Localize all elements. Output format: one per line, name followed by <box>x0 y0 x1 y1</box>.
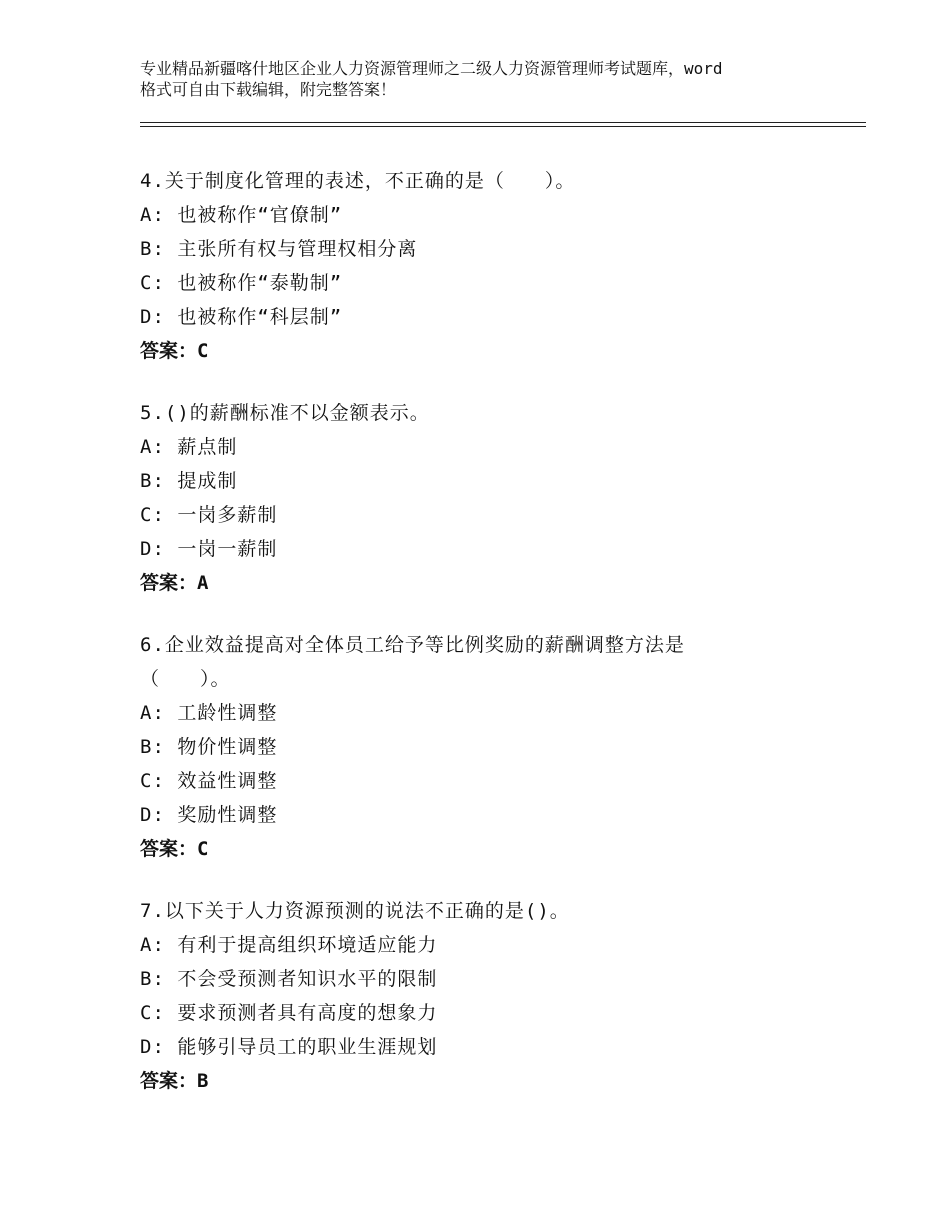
option-c: C: 一岗多薪制 <box>140 504 278 526</box>
answer-label: 答案： <box>140 340 198 362</box>
answer-value: B <box>197 1070 209 1092</box>
answer-line <box>140 566 860 600</box>
option-b: B: 物价性调整 <box>140 736 278 758</box>
option-c: C: 效益性调整 <box>140 770 278 792</box>
option-a: A: 有利于提高组织环境适应能力 <box>140 934 438 956</box>
question-7 <box>140 894 860 1098</box>
answer-value: C <box>197 838 209 860</box>
option-b: B: 主张所有权与管理权相分离 <box>140 238 418 260</box>
question-stem: 7.以下关于人力资源预测的说法不正确的是()。 <box>140 900 570 922</box>
answer-label: 答案： <box>140 572 198 594</box>
question-stem: 5.()的薪酬标准不以金额表示。 <box>140 402 430 424</box>
question-stem-continued: （ ）。 <box>140 668 231 690</box>
header-line-1: 专业精品新疆喀什地区企业人力资源管理师之二级人力资源管理师考试题库，word <box>140 59 723 78</box>
option-d: D: 奖励性调整 <box>140 804 278 826</box>
option-a: A: 也被称作“官僚制” <box>140 204 343 226</box>
option-c: C: 要求预测者具有高度的想象力 <box>140 1002 438 1024</box>
option-b: B: 提成制 <box>140 470 238 492</box>
document-header <box>140 58 860 100</box>
header-divider-bottom <box>140 126 866 127</box>
answer-value: C <box>197 340 209 362</box>
answer-label: 答案： <box>140 1070 198 1092</box>
option-d: D: 一岗一薪制 <box>140 538 278 560</box>
option-c: C: 也被称作“泰勒制” <box>140 272 343 294</box>
answer-line <box>140 334 860 368</box>
question-4 <box>140 164 860 368</box>
answer-value: A <box>197 572 209 594</box>
option-d: D: 也被称作“科层制” <box>140 306 343 328</box>
option-b: B: 不会受预测者知识水平的限制 <box>140 968 438 990</box>
answer-label: 答案： <box>140 838 198 860</box>
option-a: A: 工龄性调整 <box>140 702 278 724</box>
answer-line <box>140 832 860 866</box>
header-divider-top <box>140 122 866 123</box>
option-a: A: 薪点制 <box>140 436 238 458</box>
answer-line <box>140 1064 860 1098</box>
question-list <box>140 164 860 1126</box>
question-stem: 6.企业效益提高对全体员工给予等比例奖励的薪酬调整方法是 <box>140 634 685 656</box>
question-stem: 4.关于制度化管理的表述，不正确的是（ ）。 <box>140 170 576 192</box>
header-line-2: 格式可自由下载编辑，附完整答案！ <box>140 80 397 99</box>
option-d: D: 能够引导员工的职业生涯规划 <box>140 1036 438 1058</box>
question-5 <box>140 396 860 600</box>
question-6 <box>140 628 860 866</box>
